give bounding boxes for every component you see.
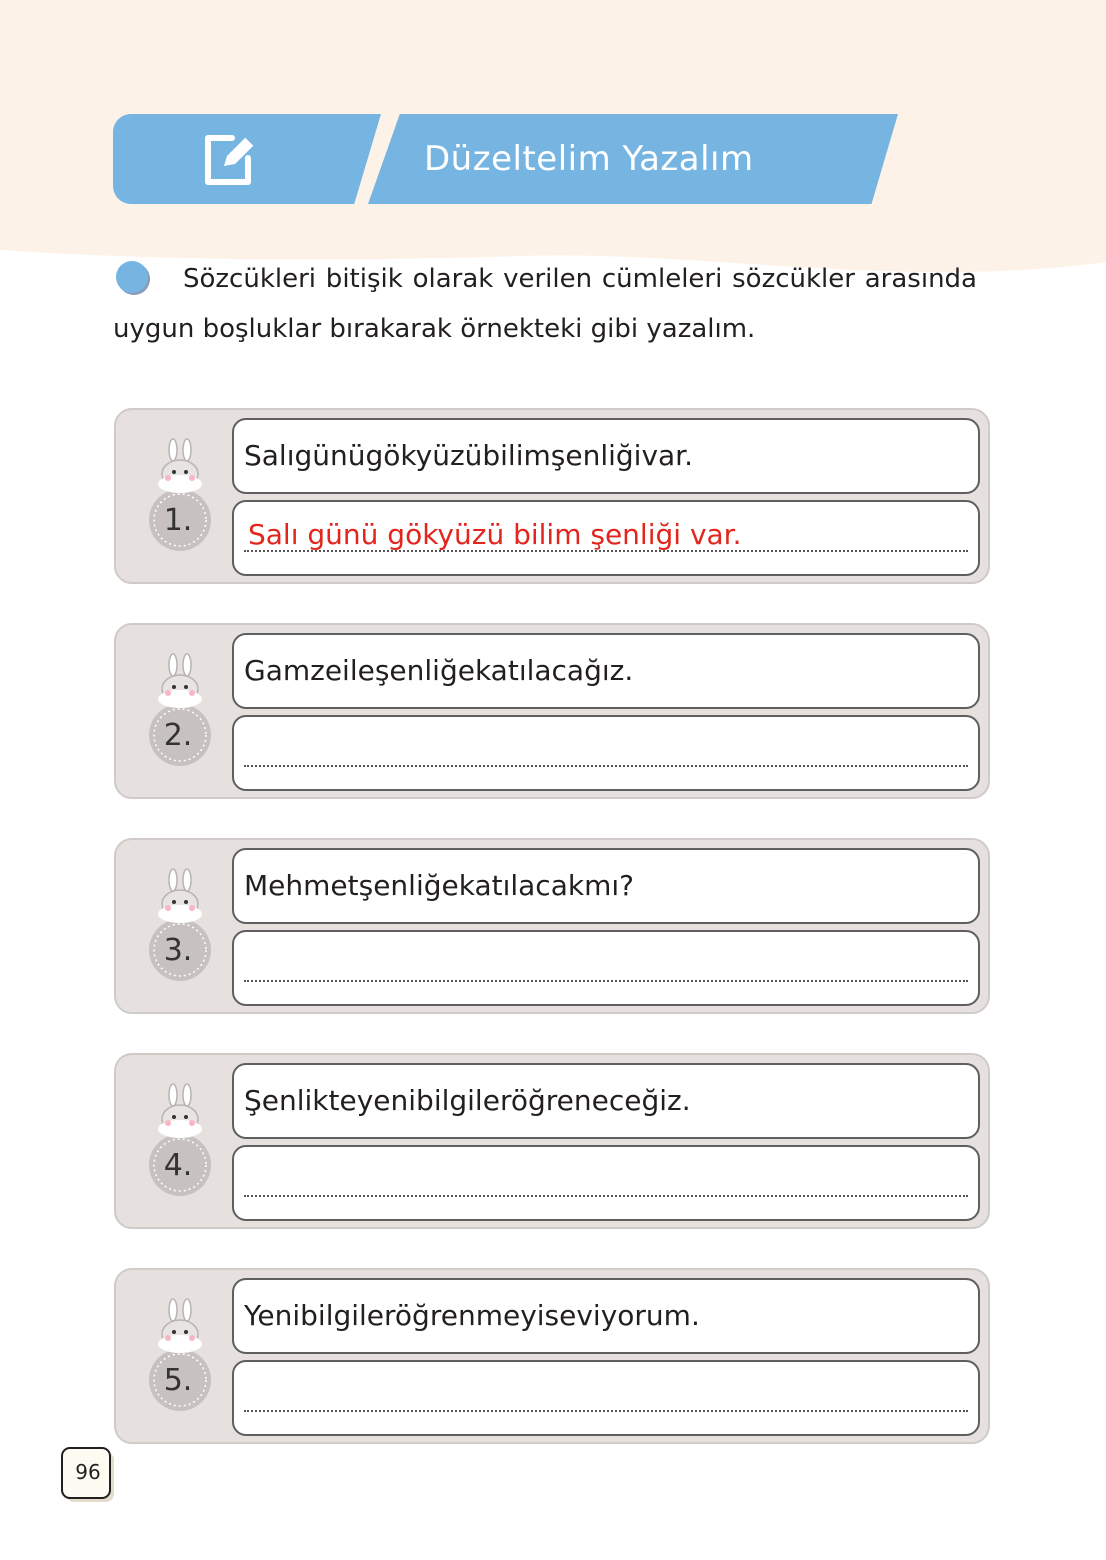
question-box (232, 1278, 980, 1354)
question-box (232, 848, 980, 924)
answer-line (244, 980, 968, 982)
exercise-row (114, 408, 990, 584)
question-text: Gamzeileşenliğekatılacağız. (244, 654, 634, 687)
answer-box[interactable] (232, 930, 980, 1006)
answer-line (244, 1195, 968, 1197)
question-box (232, 418, 980, 494)
answer-line (244, 1410, 968, 1412)
question-text: Mehmetşenliğekatılacakmı? (244, 869, 634, 902)
answer-line (244, 765, 968, 767)
question-text: Şenlikteyenibilgileröğreneceğiz. (244, 1084, 691, 1117)
exercise-row (114, 1268, 990, 1444)
answer-box[interactable] (232, 500, 980, 576)
exercise-number: 3. (163, 933, 193, 968)
exercise-row (114, 1053, 990, 1229)
exercise-row (114, 838, 990, 1014)
page-number: 96 (75, 1460, 101, 1484)
exercise-number: 1. (163, 503, 193, 538)
answer-box[interactable] (232, 1145, 980, 1221)
question-box (232, 1063, 980, 1139)
answer-text: Salı günü gökyüzü bilim şenliği var. (248, 518, 742, 551)
question-text: Salıgünügökyüzübilimşenliğivar. (244, 439, 694, 472)
exercise-row (114, 623, 990, 799)
answer-box[interactable] (232, 715, 980, 791)
question-text: Yenibilgileröğrenmeyiseviyorum. (244, 1299, 700, 1332)
exercise-number: 4. (163, 1148, 193, 1183)
instruction-text: Sözcükleri bitişik olarak verilen cümleleri sözcükler arasında uygun boşluklar bırakarak örnekteki gibi yazalım. (113, 264, 977, 344)
exercise-number: 5. (163, 1363, 193, 1398)
answer-box[interactable] (232, 1360, 980, 1436)
exercise-number: 2. (163, 718, 193, 753)
question-box (232, 633, 980, 709)
edit-icon (200, 130, 260, 190)
page-title: Düzeltelim Yazalım (424, 139, 754, 179)
